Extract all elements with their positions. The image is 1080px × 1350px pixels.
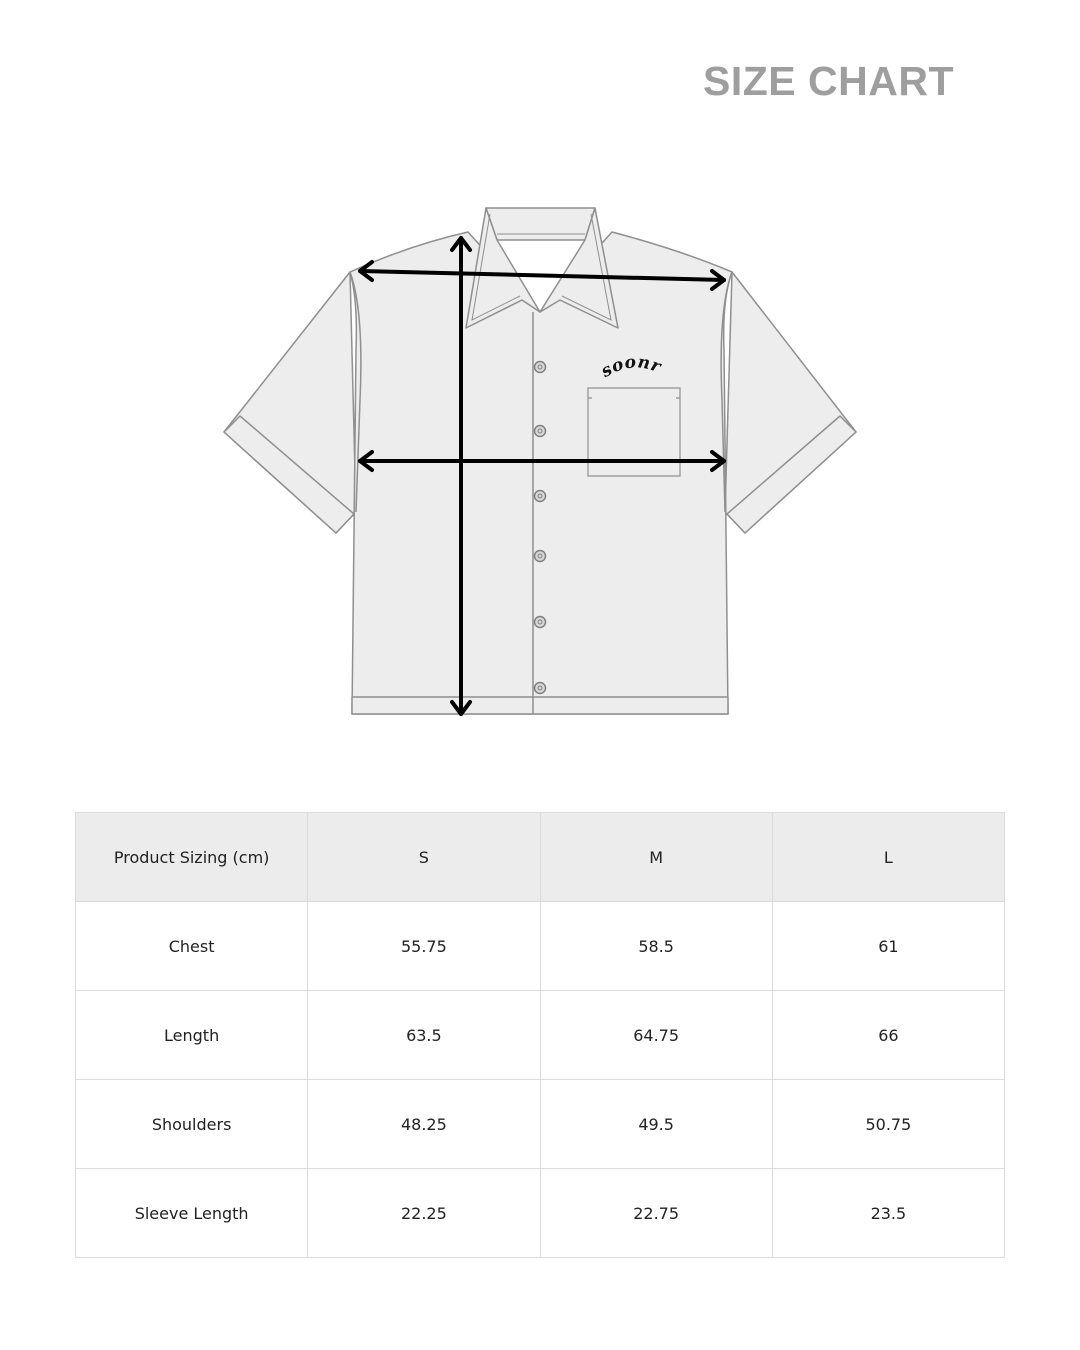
brand-logo: soonr [597,352,664,382]
table-cell: 63.5 [308,991,540,1080]
column-header-s: S [308,813,540,902]
table-cell: 55.75 [308,902,540,991]
table-cell: 23.5 [772,1169,1004,1258]
table-cell: 48.25 [308,1080,540,1169]
table-row [76,902,1005,991]
table-row [76,1080,1005,1169]
column-header-m: M [540,813,772,902]
size-chart-table [75,812,1005,1258]
table-cell: 61 [772,902,1004,991]
row-label-length: Length [76,991,308,1080]
column-header-l: L [772,813,1004,902]
table-cell: 49.5 [540,1080,772,1169]
table-cell: 66 [772,991,1004,1080]
table-cell: 22.75 [540,1169,772,1258]
table-row [76,991,1005,1080]
row-label-sleeve-length: Sleeve Length [76,1169,308,1258]
table-cell: 22.25 [308,1169,540,1258]
table-row [76,1169,1005,1258]
right-sleeve [725,272,856,533]
page-title: SIZE CHART [703,58,954,104]
collar-back [486,208,595,240]
row-label-shoulders: Shoulders [76,1080,308,1169]
column-header-product-sizing: Product Sizing (cm) [76,813,308,902]
row-label-chest: Chest [76,902,308,991]
table-cell: 50.75 [772,1080,1004,1169]
table-header-row [76,813,1005,902]
left-sleeve [224,272,356,533]
shirt-hem [352,697,728,714]
table-cell: 58.5 [540,902,772,991]
table-cell: 64.75 [540,991,772,1080]
